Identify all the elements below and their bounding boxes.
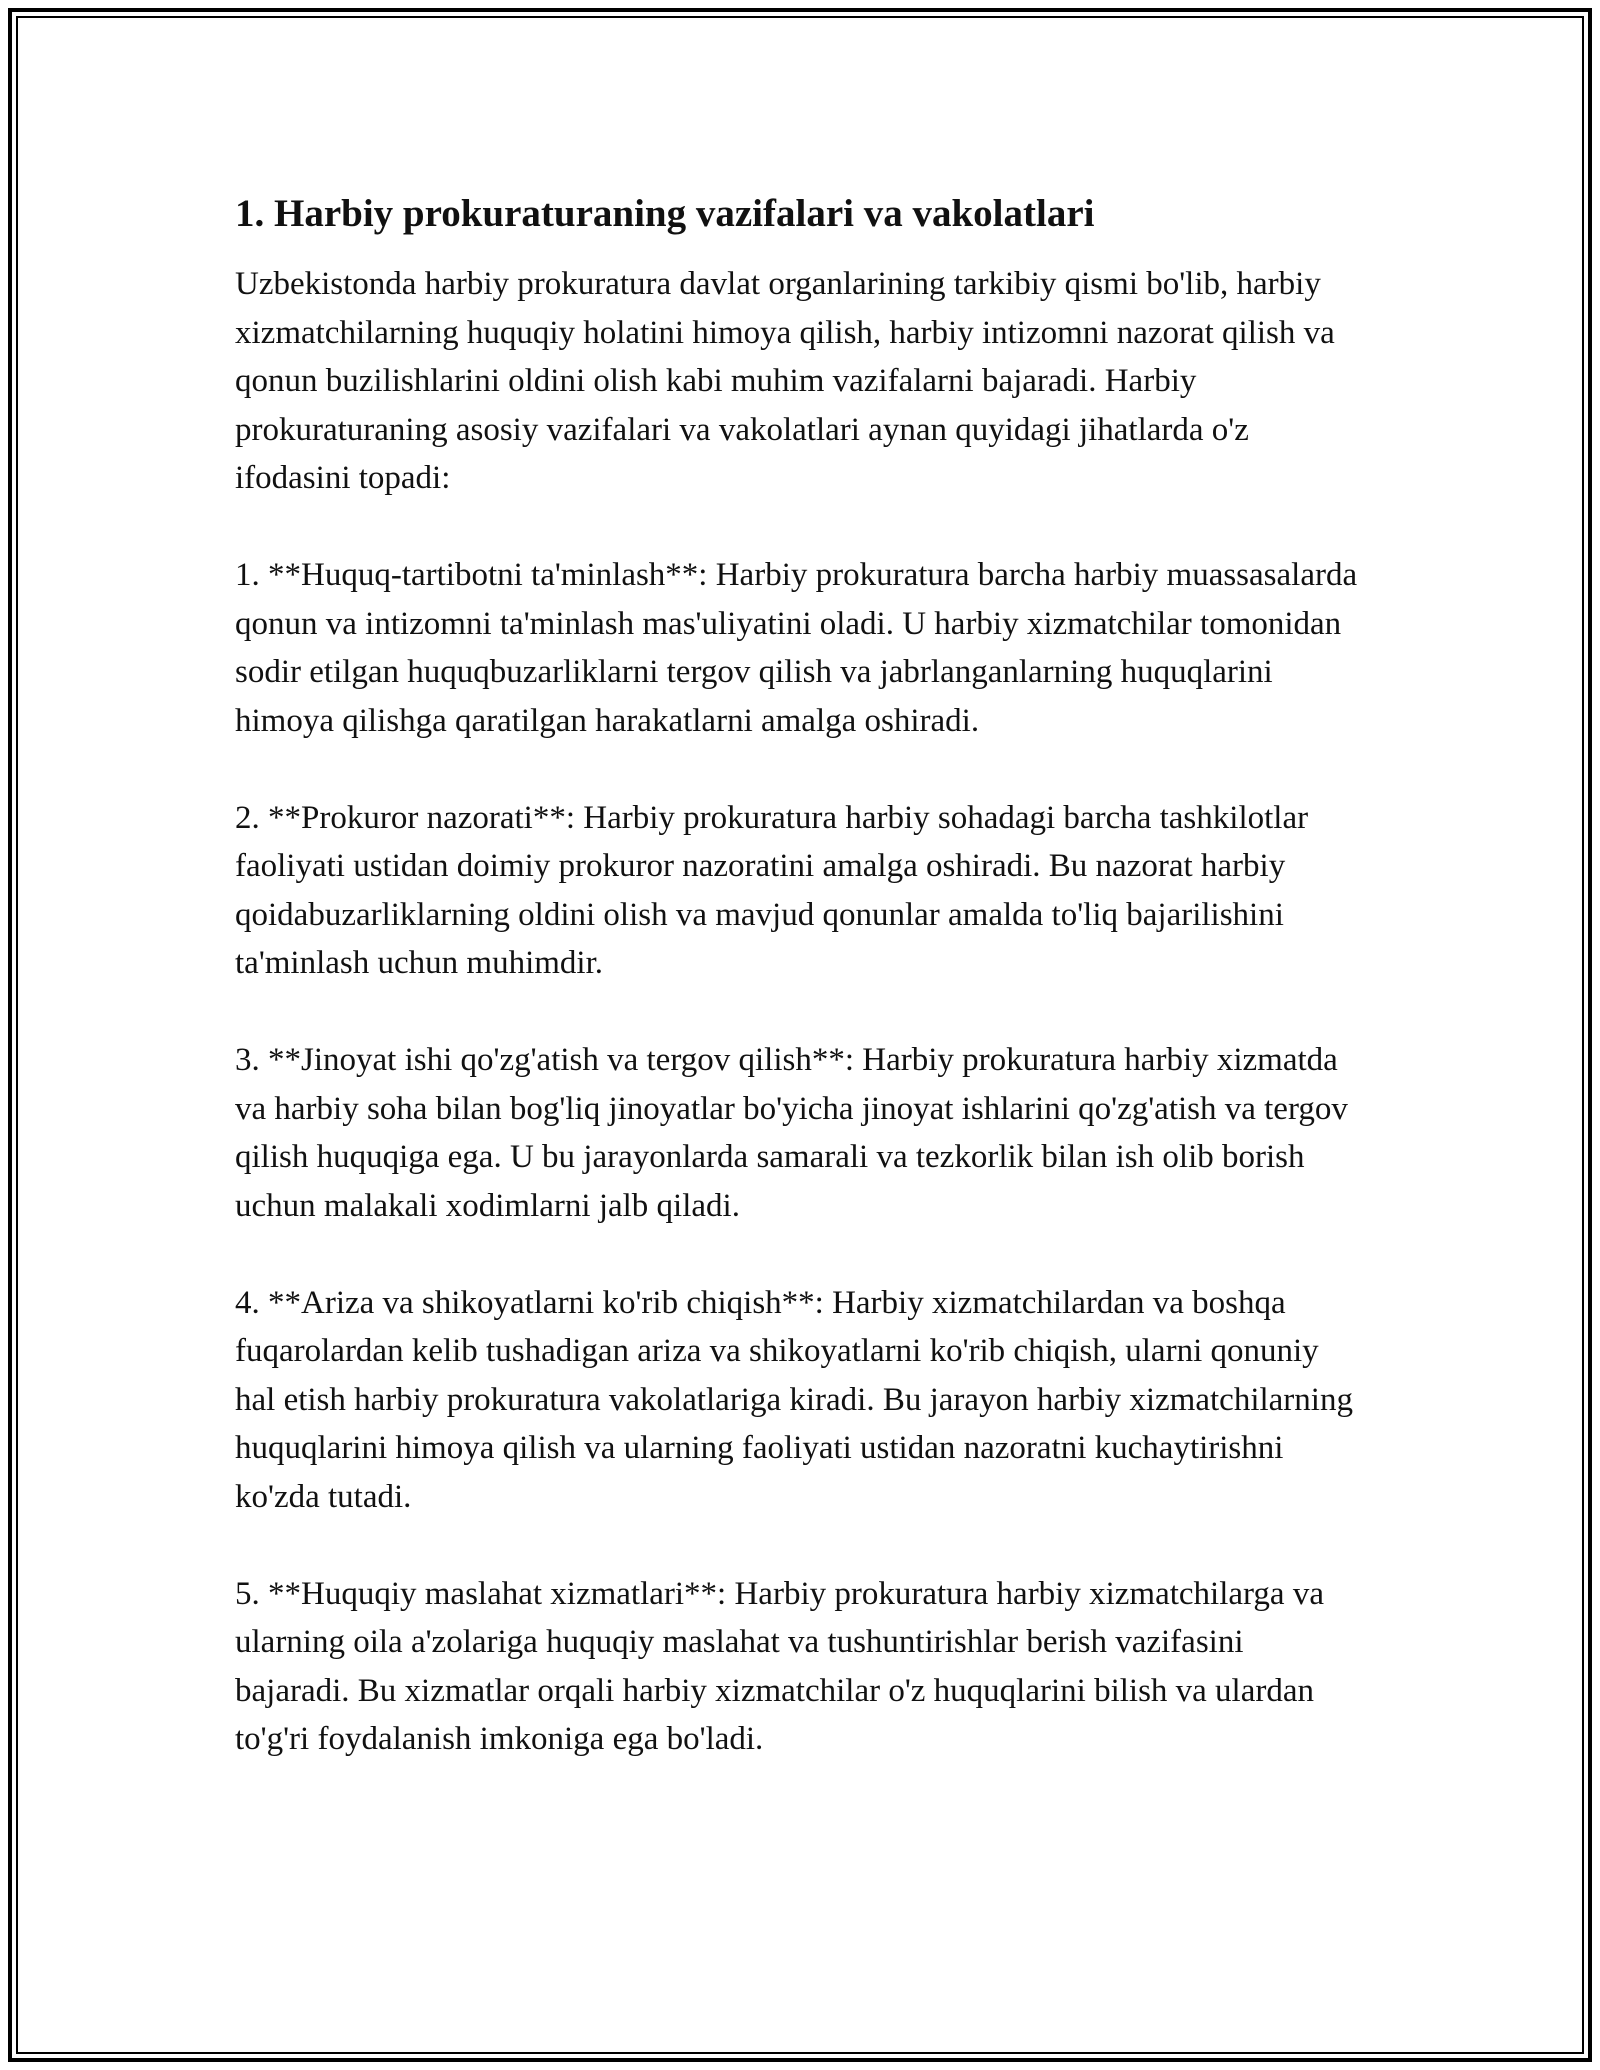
section-heading: 1. Harbiy prokuraturaning vazifalari va vakolatlari <box>235 192 1095 235</box>
list-item-4: 4. **Ariza va shikoyatlarni ko'rib chiqish**: Harbiy xizmatchilardan va boshqa fuqarolardan kelib tushadigan ariza va shikoyatlarni ko'rib chiqish, ularni qonuniy hal etish harbiy prokuratura vakolatlariga kiradi. Bu jarayon harbiy xizmatchilarning huquqlarini himoya qilish va ularning faoliyati ustidan nazoratni kuchaytirishni ko'zda tutadi. <box>235 1284 1353 1515</box>
list-item-5: 5. **Huquqiy maslahat xizmatlari**: Harbiy prokuratura harbiy xizmatchilarga va ularning oila a'zolariga huquqiy maslahat va tushuntirishlar berish vazifasini bajaradi. Bu xizmatlar orqali harbiy xizmatchilar o'z huquqlarini bilish va ulardan to'g'ri foydalanish imkoniga ega bo'ladi. <box>235 1575 1324 1757</box>
list-item-2: 2. **Prokuror nazorati**: Harbiy prokuratura harbiy sohadagi barcha tashkilotlar faoliyati ustidan doimiy prokuror nazoratini amalga oshiradi. Bu nazorat harbiy qoidabuzarliklarning oldini olish va mavjud qonunlar amalda to'liq bajarilishini ta'minlash uchun muhimdir. <box>235 799 1309 981</box>
list-item-1: 1. **Huquq-tartibotni ta'minlash**: Harbiy prokuratura barcha harbiy muassasalarda qonun va intizomni ta'minlash mas'uliyatini oladi. U harbiy xizmatchilar tomonidan sodir etilgan huquqbuzarliklarni tergov qilish va jabrlanganlarning huquqlarini himoya qilishga qaratilgan harakatlarni amalga oshiradi. <box>235 557 1358 739</box>
list-item-3: 3. **Jinoyat ishi qo'zg'atish va tergov qilish**: Harbiy prokuratura harbiy xizmatda va harbiy soha bilan bog'liq jinoyatlar bo'yicha jinoyat ishlarini qo'zg'atish va tergov qilish huquqiga ega. U bu jarayonlarda samarali va tezkorlik bilan ish olib borish uchun malakali xodimlarni jalb qiladi. <box>235 1042 1348 1224</box>
document-body <box>235 188 1365 1812</box>
intro-paragraph: Uzbekistonda harbiy prokuratura davlat organlarining tarkibiy qismi bo'lib, harbiy xizmatchilarning huquqiy holatini himoya qilish, harbiy intizomni nazorat qilish va qonun buzilishlarini oldini olish kabi muhim vazifalarni bajaradi. Harbiy prokuraturaning asosiy vazifalari va vakolatlari aynan quyidagi jihatlarda o'z ifodasini topadi: <box>235 266 1335 496</box>
